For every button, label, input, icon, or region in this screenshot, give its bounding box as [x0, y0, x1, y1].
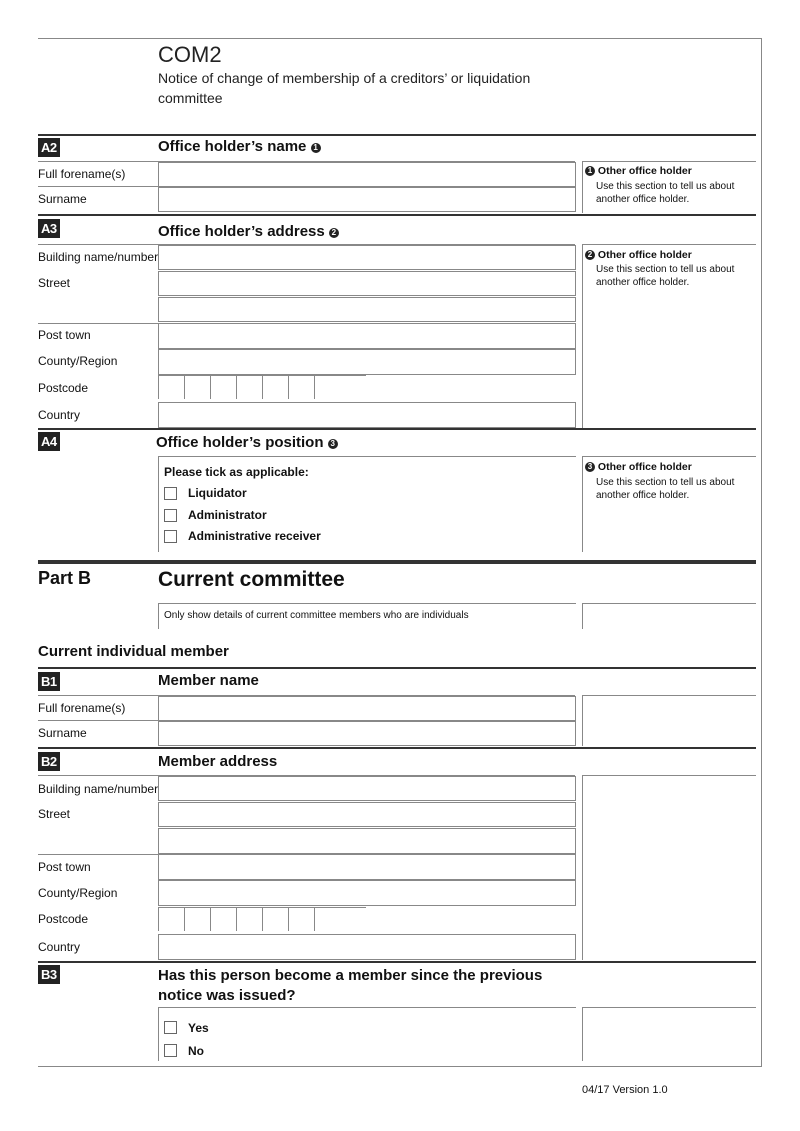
b2-top-rule — [38, 747, 756, 749]
postcode-box[interactable] — [158, 375, 184, 399]
a4-note-rule — [582, 456, 756, 457]
a4-left-border — [158, 456, 159, 552]
a3-postcode-input[interactable] — [158, 375, 368, 401]
a3-country-input[interactable] — [158, 402, 576, 428]
yes-label: Yes — [188, 1021, 209, 1035]
postcode-box[interactable] — [314, 907, 366, 931]
a3-building-input[interactable] — [158, 245, 576, 270]
a3-county-input[interactable] — [158, 349, 576, 375]
version-label: 04/17 Version 1.0 — [582, 1084, 668, 1096]
b2-country-input[interactable] — [158, 934, 576, 960]
a3-note-head — [585, 249, 692, 261]
a3-note-rule — [582, 244, 756, 245]
a2-title — [158, 138, 321, 155]
b2-posttown-label: Post town — [38, 860, 91, 874]
b2-postcode-input[interactable] — [158, 907, 368, 933]
yes-checkbox[interactable] — [164, 1021, 177, 1034]
b1-badge: B1 — [38, 672, 60, 691]
b3-title: Has this person become a member since the previous notice was issued? — [158, 967, 543, 1004]
b2-title: Member address — [158, 753, 278, 770]
b2-county-input[interactable] — [158, 880, 576, 906]
postcode-box[interactable] — [236, 375, 262, 399]
b1-forename-input[interactable] — [158, 696, 576, 721]
note-2-marker-icon: 2 — [585, 250, 595, 260]
postcode-box[interactable] — [262, 375, 288, 399]
a2-note-body: Use this section to tell us about another office holder. — [596, 181, 735, 205]
a4-note-body: Use this section to tell us about another office holder. — [596, 477, 735, 501]
a3-title — [158, 223, 339, 240]
b2-badge: B2 — [38, 752, 60, 771]
liquidator-label: Liquidator — [188, 486, 247, 500]
b3-note-border — [582, 1007, 583, 1061]
a2-top-rule — [38, 134, 756, 136]
a2-title-text: Office holder’s name — [158, 138, 307, 155]
administrative-receiver-label: Administrative receiver — [188, 529, 321, 543]
a3-postcode-label: Postcode — [38, 381, 89, 395]
liquidator-checkbox[interactable] — [164, 487, 177, 500]
postcode-box[interactable] — [158, 907, 184, 931]
part-b-note-rule — [582, 603, 756, 604]
b1-title: Member name — [158, 672, 259, 689]
a3-street-label: Street — [38, 276, 71, 290]
no-checkbox[interactable] — [164, 1044, 177, 1057]
b2-street-input[interactable] — [158, 802, 576, 827]
a2-surname-input[interactable] — [158, 187, 576, 212]
b3-top-rule — [38, 961, 756, 963]
postcode-box[interactable] — [210, 907, 236, 931]
a3-top-rule — [38, 214, 756, 216]
a2-note-border — [582, 161, 583, 213]
a3-note-border — [582, 244, 583, 428]
b2-building-label: Building name/number — [38, 782, 159, 796]
a3-street-input-2[interactable] — [158, 297, 576, 322]
a4-instruction: Please tick as applicable: — [164, 465, 309, 479]
a4-title-text: Office holder’s position — [156, 434, 324, 451]
a2-note-rule — [582, 161, 756, 162]
a3-street-input[interactable] — [158, 271, 576, 296]
a2-note-head — [585, 165, 692, 177]
a2-forename-label: Full forename(s) — [38, 167, 126, 181]
a4-note-head — [585, 461, 692, 473]
part-b-info: Only show details of current committee members who are individuals — [164, 610, 469, 621]
b3-badge: B3 — [38, 965, 60, 984]
b1-note-border — [582, 695, 583, 746]
note-1-icon: 1 — [311, 143, 321, 153]
b2-building-input[interactable] — [158, 776, 576, 801]
b2-street-label: Street — [38, 807, 71, 821]
part-b-label: Part B — [38, 568, 92, 588]
b2-postcode-label: Postcode — [38, 912, 89, 926]
a4-note-head-text: Other office holder — [597, 461, 692, 473]
a2-forename-input[interactable] — [158, 162, 576, 187]
part-b-rule — [38, 560, 756, 564]
a3-badge: A3 — [38, 219, 60, 238]
a4-note-border — [582, 456, 583, 552]
a2-rule-2 — [38, 186, 158, 187]
part-b-info-border — [158, 603, 159, 629]
b1-rule-2 — [38, 720, 158, 721]
administrator-checkbox[interactable] — [164, 509, 177, 522]
a4-badge: A4 — [38, 432, 60, 451]
a2-badge: A2 — [38, 138, 60, 157]
form-code: COM2 — [158, 42, 222, 67]
note-1-marker-icon: 1 — [585, 166, 595, 176]
note-2-icon: 2 — [329, 228, 339, 238]
b3-rule — [158, 1007, 576, 1008]
b3-note-rule — [582, 1007, 756, 1008]
b2-county-label: County/Region — [38, 886, 118, 900]
postcode-box[interactable] — [262, 907, 288, 931]
administrator-label: Administrator — [188, 508, 267, 522]
a3-country-label: Country — [38, 408, 81, 422]
postcode-box[interactable] — [288, 907, 314, 931]
b1-top-rule — [38, 667, 756, 669]
b1-forename-label: Full forename(s) — [38, 701, 126, 715]
no-label: No — [188, 1044, 204, 1058]
a3-posttown-input[interactable] — [158, 323, 576, 349]
bottom-rule — [38, 1066, 762, 1067]
a3-note-body: Use this section to tell us about another office holder. — [596, 264, 735, 288]
a3-county-label: County/Region — [38, 354, 118, 368]
b2-country-label: Country — [38, 940, 81, 954]
a3-title-text: Office holder’s address — [158, 223, 325, 240]
postcode-box[interactable] — [184, 375, 210, 399]
b2-note-rule — [582, 775, 756, 776]
a4-top-rule — [38, 428, 756, 430]
part-b-title: Current committee — [158, 568, 345, 591]
a3-note-head-text: Other office holder — [597, 249, 692, 261]
postcode-box[interactable] — [314, 375, 366, 399]
right-border — [761, 38, 762, 1066]
a3-building-label: Building name/number — [38, 250, 159, 264]
b2-note-border — [582, 775, 583, 960]
b1-surname-input[interactable] — [158, 721, 576, 746]
postcode-box[interactable] — [288, 375, 314, 399]
a4-title — [156, 434, 338, 451]
postcode-box[interactable] — [184, 907, 210, 931]
administrative-receiver-checkbox[interactable] — [164, 530, 177, 543]
current-member-heading: Current individual member — [38, 643, 229, 660]
b1-surname-label: Surname — [38, 726, 87, 740]
note-3-marker-icon: 3 — [585, 462, 595, 472]
postcode-box[interactable] — [236, 907, 262, 931]
a2-surname-label: Surname — [38, 192, 87, 206]
a4-rule — [158, 456, 576, 457]
b2-posttown-input[interactable] — [158, 854, 576, 880]
a3-posttown-label: Post town — [38, 328, 91, 342]
postcode-box[interactable] — [210, 375, 236, 399]
note-3-icon: 3 — [328, 439, 338, 449]
b1-note-rule — [582, 695, 756, 696]
a2-note-head-text: Other office holder — [597, 165, 692, 177]
part-b-note-border — [582, 603, 583, 629]
top-rule — [38, 38, 762, 39]
b2-street-input-2[interactable] — [158, 828, 576, 854]
form-title: Notice of change of membership of a creditors’ or liquidation committee — [158, 70, 531, 106]
b3-left-border — [158, 1007, 159, 1061]
part-b-info-rule — [158, 603, 576, 604]
